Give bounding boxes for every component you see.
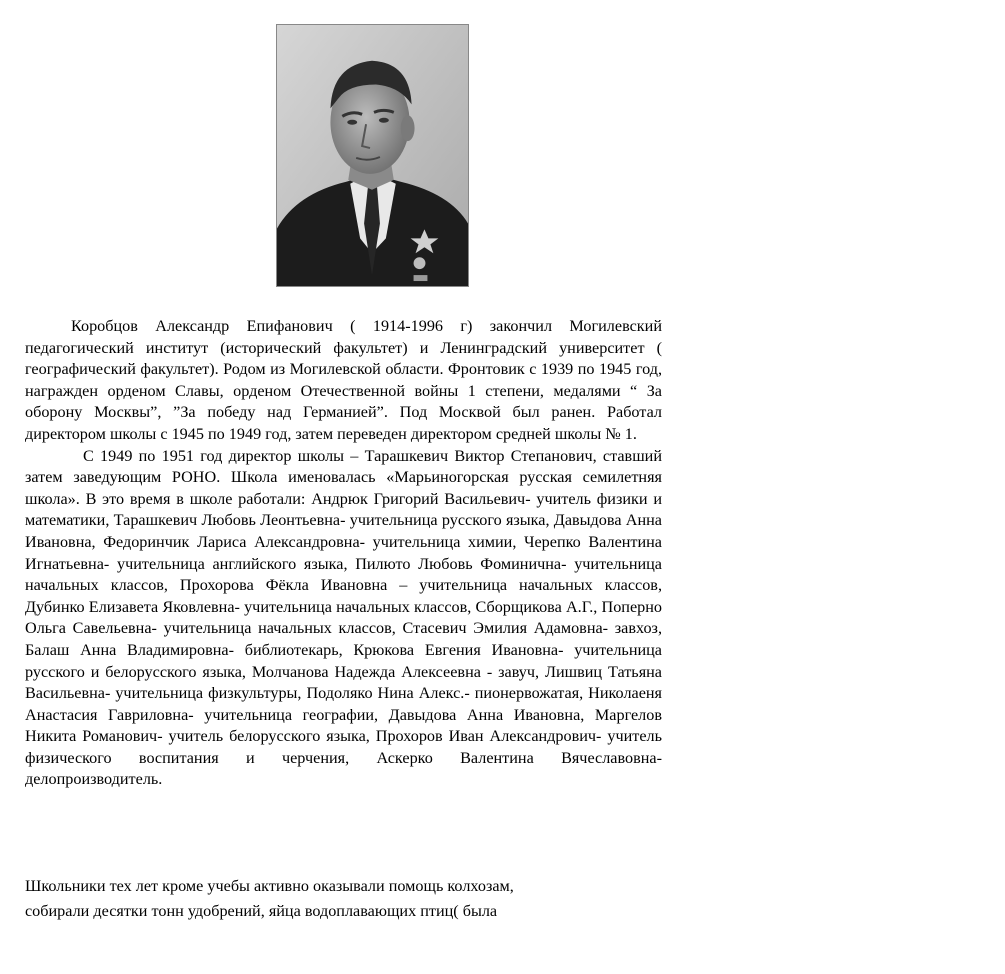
staff-paragraph: С 1949 по 1951 год директор школы – Тарашкевич Виктор Степанович, ставший затем заведующим РОНО. Школа именовалась «Марьиногорская русская семилетняя школа». В это время в школе работали: Андрюк Григорий Васильевич- учитель физики и математики, Тарашкевич Любовь Леонтьевна- учительница русского языка, Давыдова Анна Ивановна, Федоринчик Лариса Александровна- учительница химии, Черепко Валентина Игнатьевна- учительница английского языка, Пилюто Любовь Фоминична- учительница начальных классов, Прохорова Фёкла Ивановна – учительница начальных классов, Дубинко Елизавета Яковлевна- учительница начальных классов, Сборщикова А.Г., Поперно Ольга Савельевна- учительница начальных классов, Стасевич Эмилия Адамовна- завхоз, Балаш Анна Владимировна- библиотекарь, Крюкова Евгения Ивановна- учительница русского и белорусского языка, Молчанова Надежда Алексеевна - завуч, Лишвиц Татьяна Васильевна- учительница физкультуры, Подоляко Нина Алекс.- пионервожатая, Николаеня Анастасия Гавриловна- учительница географии, Давыдова Анна Ивановна, Маргелов Никита Романович- учитель белорусского языка, Прохоров Иван Александрович- учитель физического воспитания и черчения, Аскерко Валентина Вячеславовна- делопроизводитель.: [25, 446, 662, 789]
portrait-image: [277, 25, 468, 286]
article-body: [25, 316, 662, 791]
portrait-photo: [276, 24, 469, 287]
bio-paragraph: Коробцов Александр Епифанович ( 1914-1996 г) закончил Могилевский педагогический институт (исторический факультет) и Ленинградский университет ( географический факультет). Родом из Могилевской области. Фронтовик с 1939 по 1945 год, награжден орденом Славы, орденом Отечественной войны 1 степени, медалями “ За оборону Москвы”, ”За победу над Германией”. Под Москвой был ранен. Работал директором школы с 1945 по 1949 год, затем переведен директором средней школы № 1.: [25, 317, 662, 443]
closing-line-1: Школьники тех лет кроме учебы активно оказывали помощь колхозам,: [25, 877, 514, 895]
closing-line-2: собирали десятки тонн удобрений, яйца водоплавающих птиц( была: [25, 902, 498, 920]
